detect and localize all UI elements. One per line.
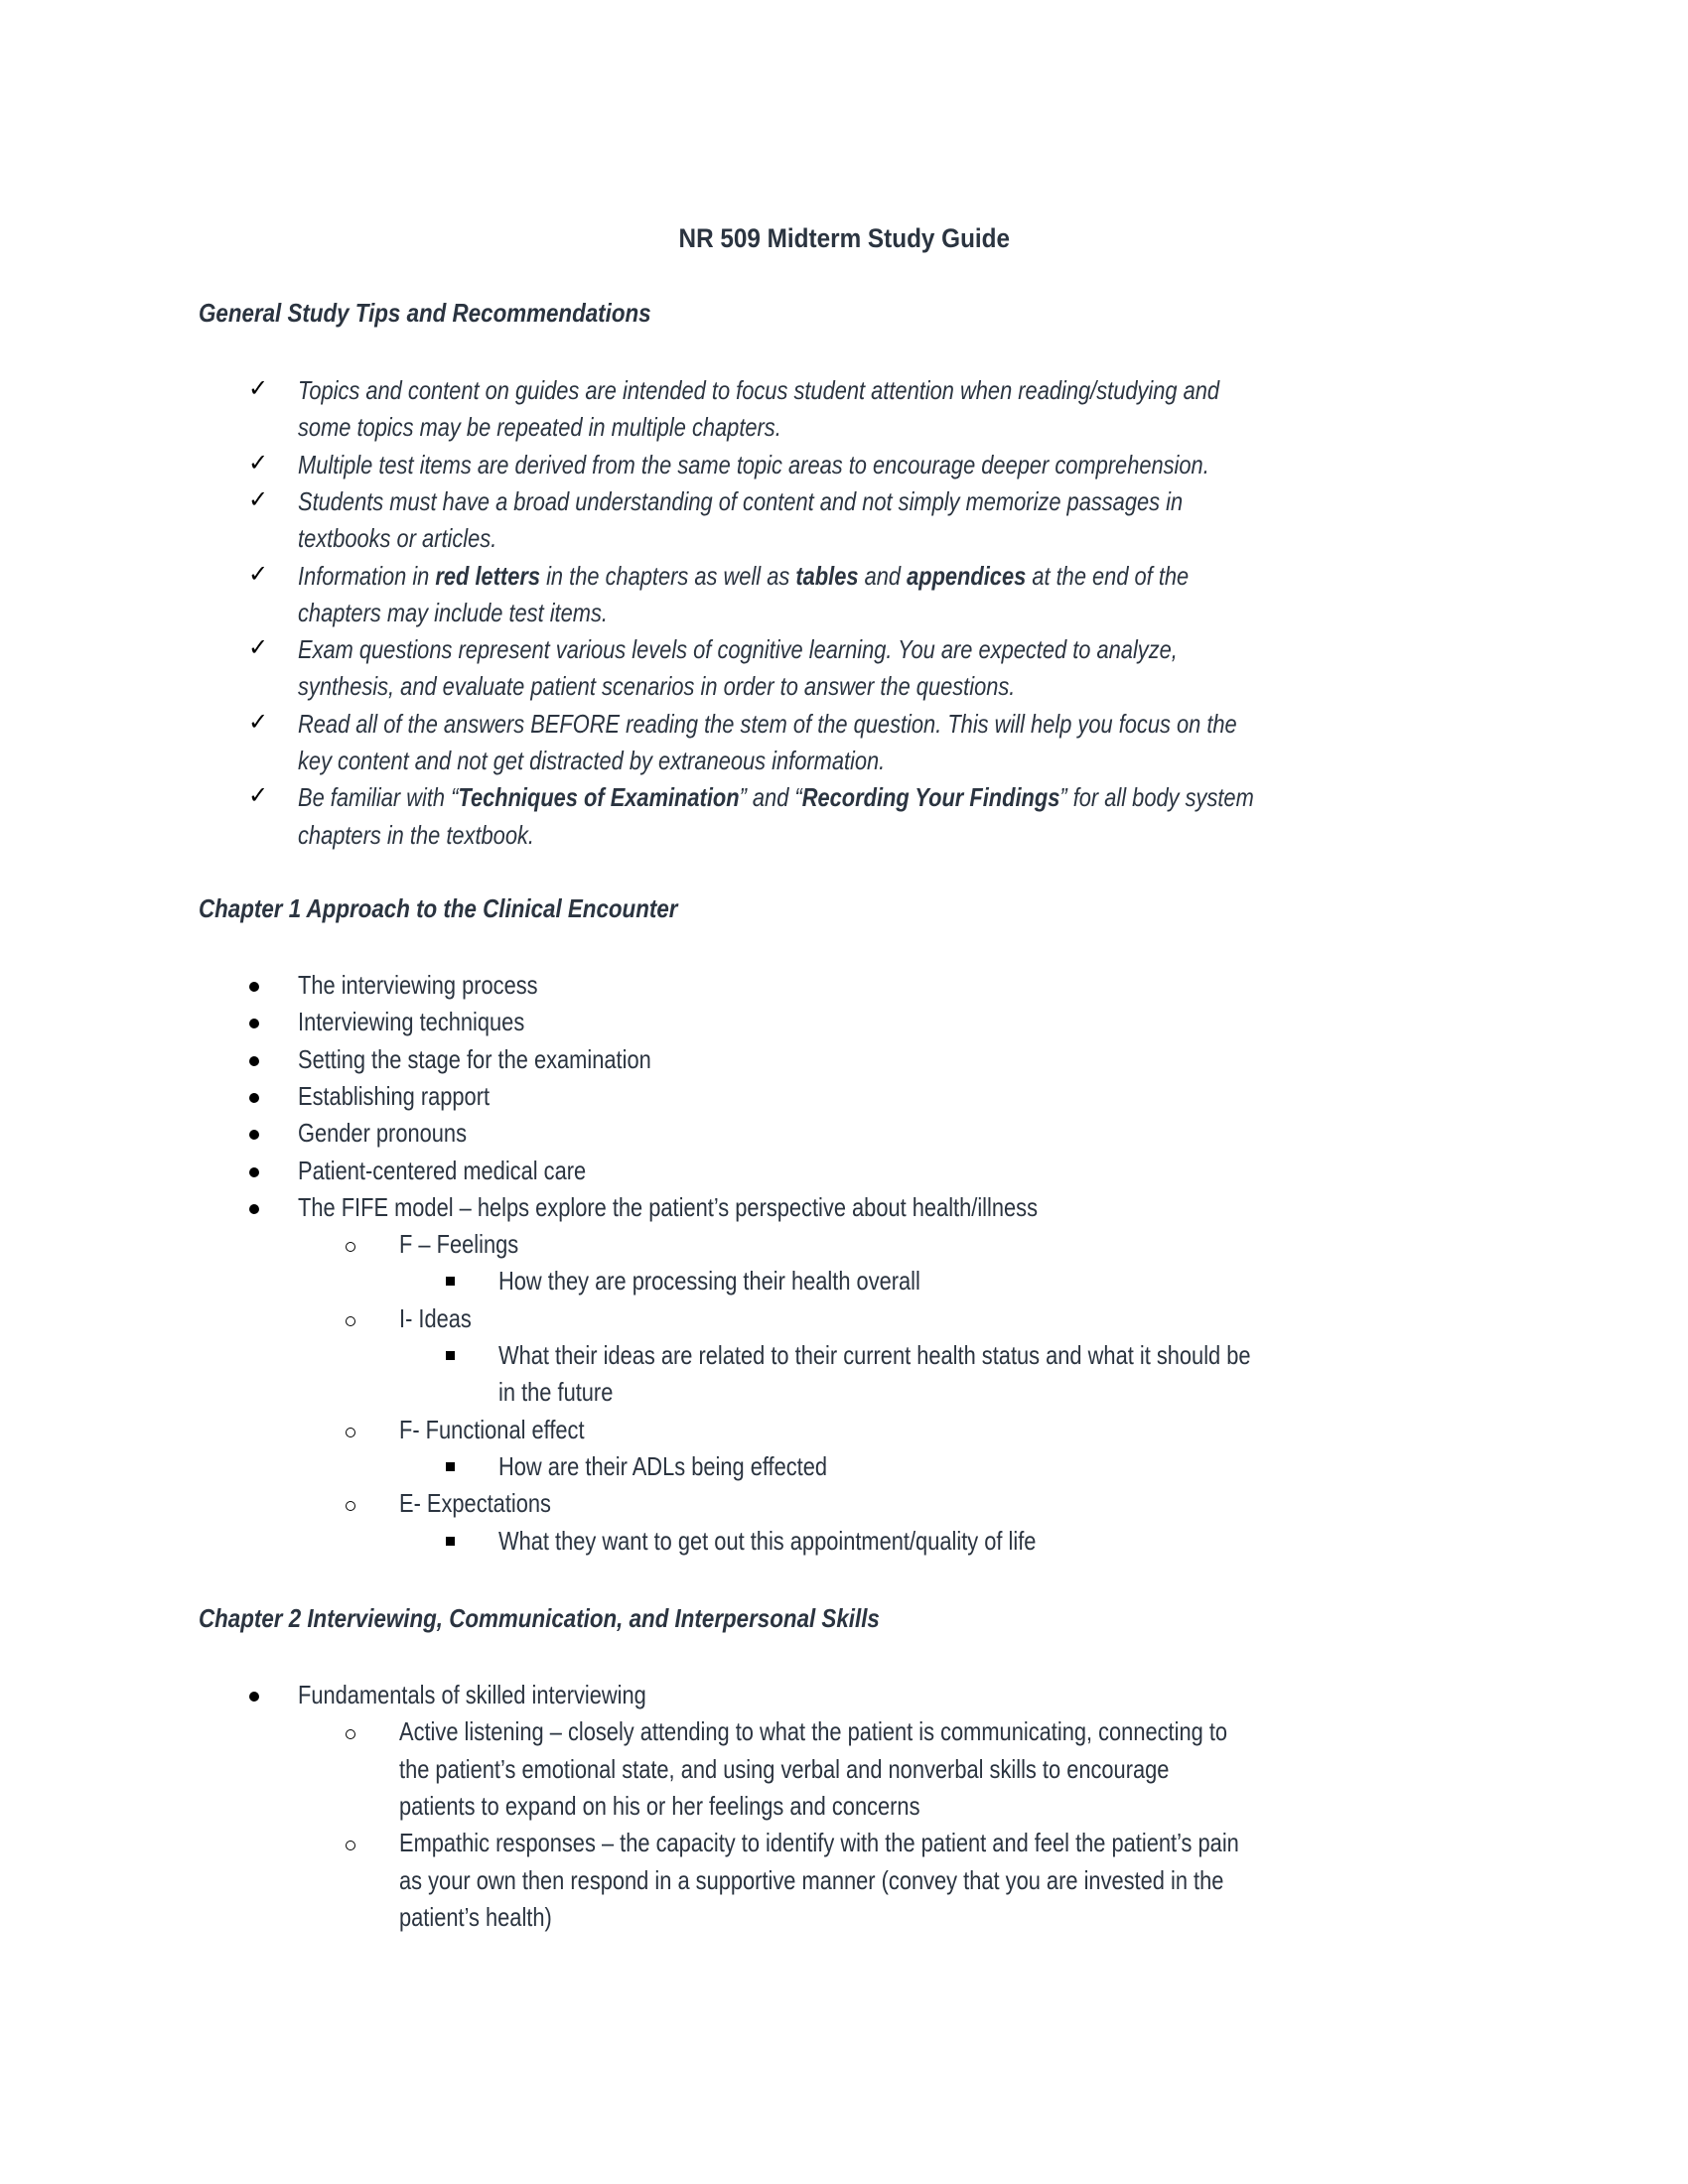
topic-line-level-2-text: as your own then respond in a supportive manner (convey that you are invested in the <box>399 1865 1224 1895</box>
checkmark-icon: ✓ <box>248 633 269 661</box>
emphasis-text: tables <box>795 561 859 591</box>
tip-line-text <box>298 706 1237 743</box>
topic-line-level-2-text: F- Functional effect <box>399 1415 585 1444</box>
tip-line <box>298 558 1358 595</box>
topic-line-level-2-text: I- Ideas <box>399 1303 472 1333</box>
tip-line <box>298 409 874 446</box>
tip-text: Students must have a broad understanding of content and not simply memorize passages in <box>298 486 1184 516</box>
tip-text: and <box>858 561 908 591</box>
section-heading-general <box>199 295 725 332</box>
bullet-dot-icon <box>249 1130 259 1140</box>
topic-line-level-2-text: Empathic responses – the capacity to identify with the patient and feel the patient’s pain <box>399 1828 1239 1857</box>
bullet-dot-icon <box>249 982 259 992</box>
tip-text: Topics and content on guides are intended to focus student attention when reading/studying and <box>298 375 1220 405</box>
topic-line-level-3-text: How they are processing their health overall <box>498 1266 920 1296</box>
bullet-square-icon <box>446 1462 455 1471</box>
topic-line-level-3 <box>498 1523 1139 1560</box>
checkmark-icon: ✓ <box>248 560 269 588</box>
emphasis-text: Recording Your Findings <box>801 782 1060 812</box>
tip-line-text <box>298 779 1254 816</box>
checkmark-icon: ✓ <box>248 485 269 513</box>
topic-line-level-2 <box>399 1862 1381 1899</box>
topic-line-level-3-text: What they want to get out this appointment/quality of life <box>498 1526 1037 1556</box>
tip-text: Exam questions represent various levels of cognitive learning. You are expected to analyze, <box>298 634 1178 664</box>
topic-line-level-1 <box>298 1153 640 1189</box>
tip-line-text <box>298 520 496 557</box>
tip-line <box>298 743 997 779</box>
tip-line-text <box>298 595 608 631</box>
tip-line-text <box>298 743 885 779</box>
tip-line <box>298 520 534 557</box>
topic-line-level-3 <box>498 1263 1001 1299</box>
tip-line <box>298 595 666 631</box>
bullet-dot-icon <box>249 1019 259 1028</box>
section-heading-general-text: General Study Tips and Recommendations <box>199 298 651 328</box>
bullet-dot-icon <box>249 1093 259 1103</box>
bullet-dot-icon <box>249 1167 259 1177</box>
topic-line-level-2 <box>399 1485 580 1522</box>
checkmark-icon: ✓ <box>248 449 269 477</box>
topic-line-level-2-text: the patient’s emotional state, and using verbal and nonverbal skills to encourage <box>399 1754 1170 1784</box>
tip-line <box>298 706 1416 743</box>
topic-line-level-2 <box>399 1412 620 1448</box>
tip-line <box>298 631 1345 668</box>
bullet-circle-icon <box>346 1729 355 1739</box>
topic-line-level-3-text: What their ideas are related to their current health status and what it should be <box>498 1340 1251 1370</box>
topic-line-level-2 <box>399 1788 1019 1825</box>
topic-line-level-2-text: Active listening – closely attending to what the patient is communicating, connecting to <box>399 1716 1228 1746</box>
topic-line-level-1 <box>298 1004 568 1040</box>
emphasis-text: Techniques of Examination <box>458 782 740 812</box>
section-heading-chapter-2-text: Chapter 2 Interviewing, Communication, and Interpersonal Skills <box>199 1603 880 1633</box>
bullet-circle-icon <box>346 1242 355 1252</box>
topic-line-level-2-text: E- Expectations <box>399 1488 551 1518</box>
topic-line-level-1 <box>298 1078 526 1115</box>
checkmark-icon: ✓ <box>248 708 269 736</box>
document-title-text: NR 509 Midterm Study Guide <box>678 223 1010 253</box>
topic-line-level-2 <box>399 1713 1385 1750</box>
tip-text: chapters may include test items. <box>298 598 608 627</box>
topic-line-level-1 <box>298 1041 719 1078</box>
bullet-dot-icon <box>249 1692 259 1702</box>
tip-line <box>298 483 1351 520</box>
topic-line-level-1-text: Interviewing techniques <box>298 1007 525 1036</box>
tip-text: Information in <box>298 561 436 591</box>
tip-line-text <box>298 409 781 446</box>
topic-line-level-1-text: The interviewing process <box>298 970 538 1000</box>
checkmark-icon: ✓ <box>248 374 269 402</box>
topic-line-level-1-text: Establishing rapport <box>298 1081 491 1111</box>
topic-line-level-3-text: How are their ADLs being effected <box>498 1451 828 1481</box>
topic-line-level-1 <box>298 967 584 1004</box>
tip-text: synthesis, and evaluate patient scenarios in order to answer the questions. <box>298 671 1016 701</box>
topic-line-level-1-text: Gender pronouns <box>298 1118 467 1148</box>
topic-line-level-2 <box>399 1899 581 1936</box>
topic-line-level-2 <box>399 1825 1399 1861</box>
bullet-dot-icon <box>249 1204 259 1214</box>
tip-line-text <box>298 558 1189 595</box>
topic-line-level-2 <box>399 1300 486 1337</box>
topic-line-level-1-text: Patient-centered medical care <box>298 1156 587 1185</box>
topic-line-level-2-text: patient’s health) <box>399 1902 552 1932</box>
section-heading-chapter-2 <box>199 1600 991 1637</box>
topic-line-level-1 <box>298 1115 498 1152</box>
topic-line-level-1-text: The FIFE model – helps explore the patient’s perspective about health/illness <box>298 1192 1039 1222</box>
tip-line-text <box>298 631 1178 668</box>
topic-line-level-2 <box>399 1751 1316 1788</box>
tip-line <box>298 447 1383 483</box>
tip-line-text <box>298 668 1015 705</box>
tip-text: at the end of the <box>1026 561 1190 591</box>
tip-line <box>298 817 579 854</box>
section-heading-chapter-1 <box>199 890 756 927</box>
topic-line-level-1 <box>298 1677 713 1713</box>
bullet-square-icon <box>446 1277 455 1286</box>
emphasis-text: red letters <box>435 561 541 591</box>
bullet-circle-icon <box>346 1501 355 1511</box>
tip-text: key content and not get distracted by extraneous information. <box>298 746 886 775</box>
tip-line-text <box>298 447 1209 483</box>
topic-line-level-3-text: in the future <box>498 1377 614 1407</box>
tip-line-text <box>298 817 534 854</box>
tip-line-text <box>298 483 1183 520</box>
tip-text: ” and “ <box>739 782 802 812</box>
tip-text: Multiple test items are derived from the same topic areas to encourage deeper comprehension. <box>298 450 1209 479</box>
tip-text: Be familiar with “ <box>298 782 459 812</box>
bullet-circle-icon <box>346 1841 355 1850</box>
tip-line <box>298 779 1436 816</box>
tip-line <box>298 668 1152 705</box>
bullet-square-icon <box>446 1351 455 1360</box>
tip-text: ” for all body system <box>1059 782 1254 812</box>
bullet-square-icon <box>446 1537 455 1546</box>
topic-line-level-3 <box>498 1337 1394 1374</box>
document-title <box>0 220 1688 256</box>
topic-line-level-3 <box>498 1448 890 1485</box>
topic-line-level-2-text: patients to expand on his or her feelings and concerns <box>399 1791 920 1821</box>
tip-text: some topics may be repeated in multiple chapters. <box>298 412 781 442</box>
bullet-circle-icon <box>346 1316 355 1326</box>
topic-line-level-1-text: Fundamentals of skilled interviewing <box>298 1680 646 1709</box>
tip-text: in the chapters as well as <box>540 561 796 591</box>
topic-line-level-2-text: F – Feelings <box>399 1229 519 1259</box>
tip-line <box>298 372 1395 409</box>
topic-line-level-3 <box>498 1374 634 1411</box>
topic-line-level-1-text: Setting the stage for the examination <box>298 1044 651 1074</box>
tip-line-text <box>298 372 1219 409</box>
topic-line-level-1 <box>298 1189 1179 1226</box>
tip-text: textbooks or articles. <box>298 523 497 553</box>
bullet-circle-icon <box>346 1428 355 1437</box>
section-heading-chapter-1-text: Chapter 1 Approach to the Clinical Encounter <box>199 893 678 923</box>
topic-line-level-2 <box>399 1226 541 1263</box>
tip-text: Read all of the answers BEFORE reading the stem of the question. This will help you focus on the <box>298 709 1237 739</box>
tip-text: chapters in the textbook. <box>298 820 534 850</box>
checkmark-icon: ✓ <box>248 781 269 809</box>
emphasis-text: appendices <box>907 561 1027 591</box>
bullet-dot-icon <box>249 1056 259 1066</box>
